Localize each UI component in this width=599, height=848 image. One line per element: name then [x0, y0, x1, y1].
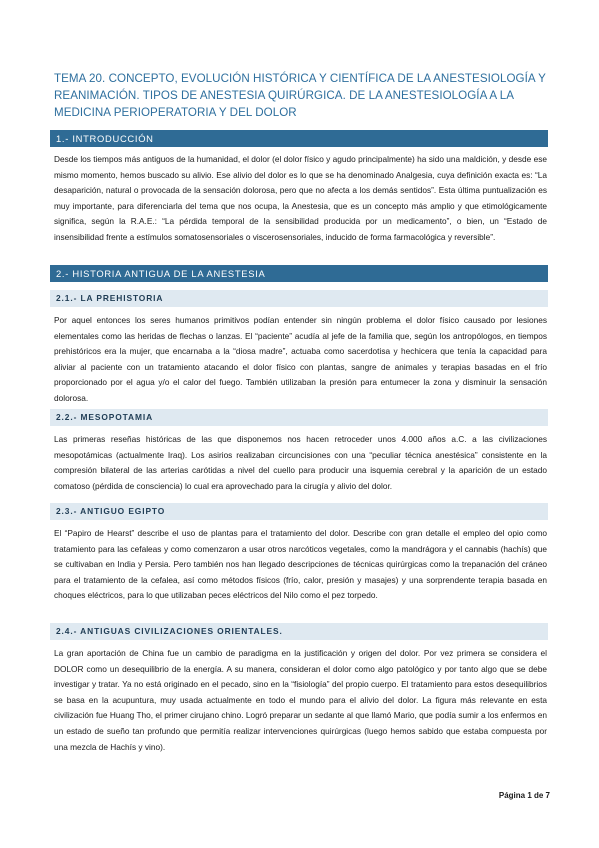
paragraph-orientales: La gran aportación de China fue un cambio de paradigma en la justificación y origen del dolor. Por vez primera se considera el DOLOR como un desequilibrio de la energía. A su manera, consideran el dolor como algo patológico y por tanto algo que se debe investigar y tratar. Ya no está originado en el pecado, sino en la “fisiología” del propio cuerpo. El tratamiento para estos desequilibrios se basa en la acupuntura, muy usada actualmente en todo el mundo para el alivio del dolor. La figura más relevante en esta civilización fue Huang Tho, el primer cirujano chino. Logró preparar un sedante al que llamó Mario, que podía sumir a los enfermos en un estado de sueño tan profundo que permitía realizar intervenciones quirúrgicas (luego hemos sabido que estaba compuesta por una mezcla de Hachís y vino).: [54, 648, 547, 752]
paragraph-introduccion: Desde los tiempos más antiguos de la humanidad, el dolor (el dolor físico y agudo principalmente) ha sido una maldición, y desde ese mismo momento, hemos buscado su alivio. Ese alivio del dolor es lo que se ha denominado Analgesia, cuya definición exacta es: “La desaparición, natural o provocada de la sensación dolorosa, pero que no afecta a los demás sentidos”. Esta última puntualización es muy importante, para diferenciarla del tema que nos ocupa, la Anestesia, que es un concepto más amplio y que etimológicamente significa, según la R.A.E.: “La pérdida temporal de la sensibilidad producida por un medicamento”, o bien, un “Estado de insensibilidad frente a estímulos somatosensoriales o viscerosensoriales, inducido de forma farmacológica y reversible”.: [54, 154, 547, 242]
subsection-heading-egipto: 2.3.- ANTIGUO EGIPTO: [50, 503, 548, 520]
subsection-heading-orientales: 2.4.- ANTIGUAS CIVILIZACIONES ORIENTALES.: [50, 623, 548, 640]
section-heading-introduccion: 1.- INTRODUCCIÓN: [50, 130, 548, 147]
page-number: Página 1 de 7: [498, 791, 550, 800]
subsection-heading-mesopotamia: 2.2.- MESOPOTAMIA: [50, 409, 548, 426]
paragraph-mesopotamia: Las primeras reseñas históricas de las que disponemos nos hacen retroceder unos 4.000 años a.C. a las civilizaciones mesopotámicas (actualmente Iraq). Los asirios realizaban circuncisiones con una “peculiar técnica anestésica” consistente en la compresión bilateral de las arterias carótidas a nivel del cuello para producir una isquemia cerebral y la aparición de un estado comatoso (pérdida de consciencia) lo cual era aprovechado para la cirugía y alivio del dolor.: [54, 434, 547, 491]
paragraph-prehistoria: Por aquel entonces los seres humanos primitivos podían entender sin ningún problema el dolor físico causado por lesiones elementales como las heridas de flechas o lanzas. El “paciente” acudía al jefe de la familia que, según los antropólogos, en tiempos prehistóricos era la mujer, que encarnaba a la “diosa madre”, actuaba como sacerdotisa y hechicera que tenía la capacidad para aliviar al paciente con un tratamiento atacando el dolor físico con plantas, sangre de animales y terapias basadas en el frío proporcionado por el agua y/o el calor del fuego. También utilizaban la presión para entumecer la zona y disminuir la sensación dolorosa.: [54, 315, 547, 403]
section-heading-historia: 2.- HISTORIA ANTIGUA DE LA ANESTESIA: [50, 265, 548, 282]
paragraph-egipto: El “Papiro de Hearst” describe el uso de plantas para el tratamiento del dolor. Describe con gran detalle el empleo del opio como tratamiento para las cefaleas y como comenzaron a usar otros narcóticos vegetales, como la mandrágora y el cannabis (hachís) que se cultivaban en India y Persia. Pero también nos han llegado descripciones de técnicas quirúrgicas como la trepanación del cráneo para el tratamiento de la cefalea, así como métodos físicos (frío, calor, presión y masajes) y una sorprendente terapia basada en choques eléctricos, para lo que utilizaban peces eléctricos del Nilo como el pez torpedo.: [54, 528, 547, 601]
subsection-heading-prehistoria: 2.1.- LA PREHISTORIA: [50, 290, 548, 307]
document-title: TEMA 20. CONCEPTO, EVOLUCIÓN HISTÓRICA Y CIENTÍFICA DE LA ANESTESIOLOGÍA Y REANIMACIÓN. TIPOS DE ANESTESIA QUIRÚRGICA. DE LA ANESTESIOLOGÍA A LA MEDICINA PERIOPERATORIA Y DEL DOLOR: [54, 72, 546, 120]
